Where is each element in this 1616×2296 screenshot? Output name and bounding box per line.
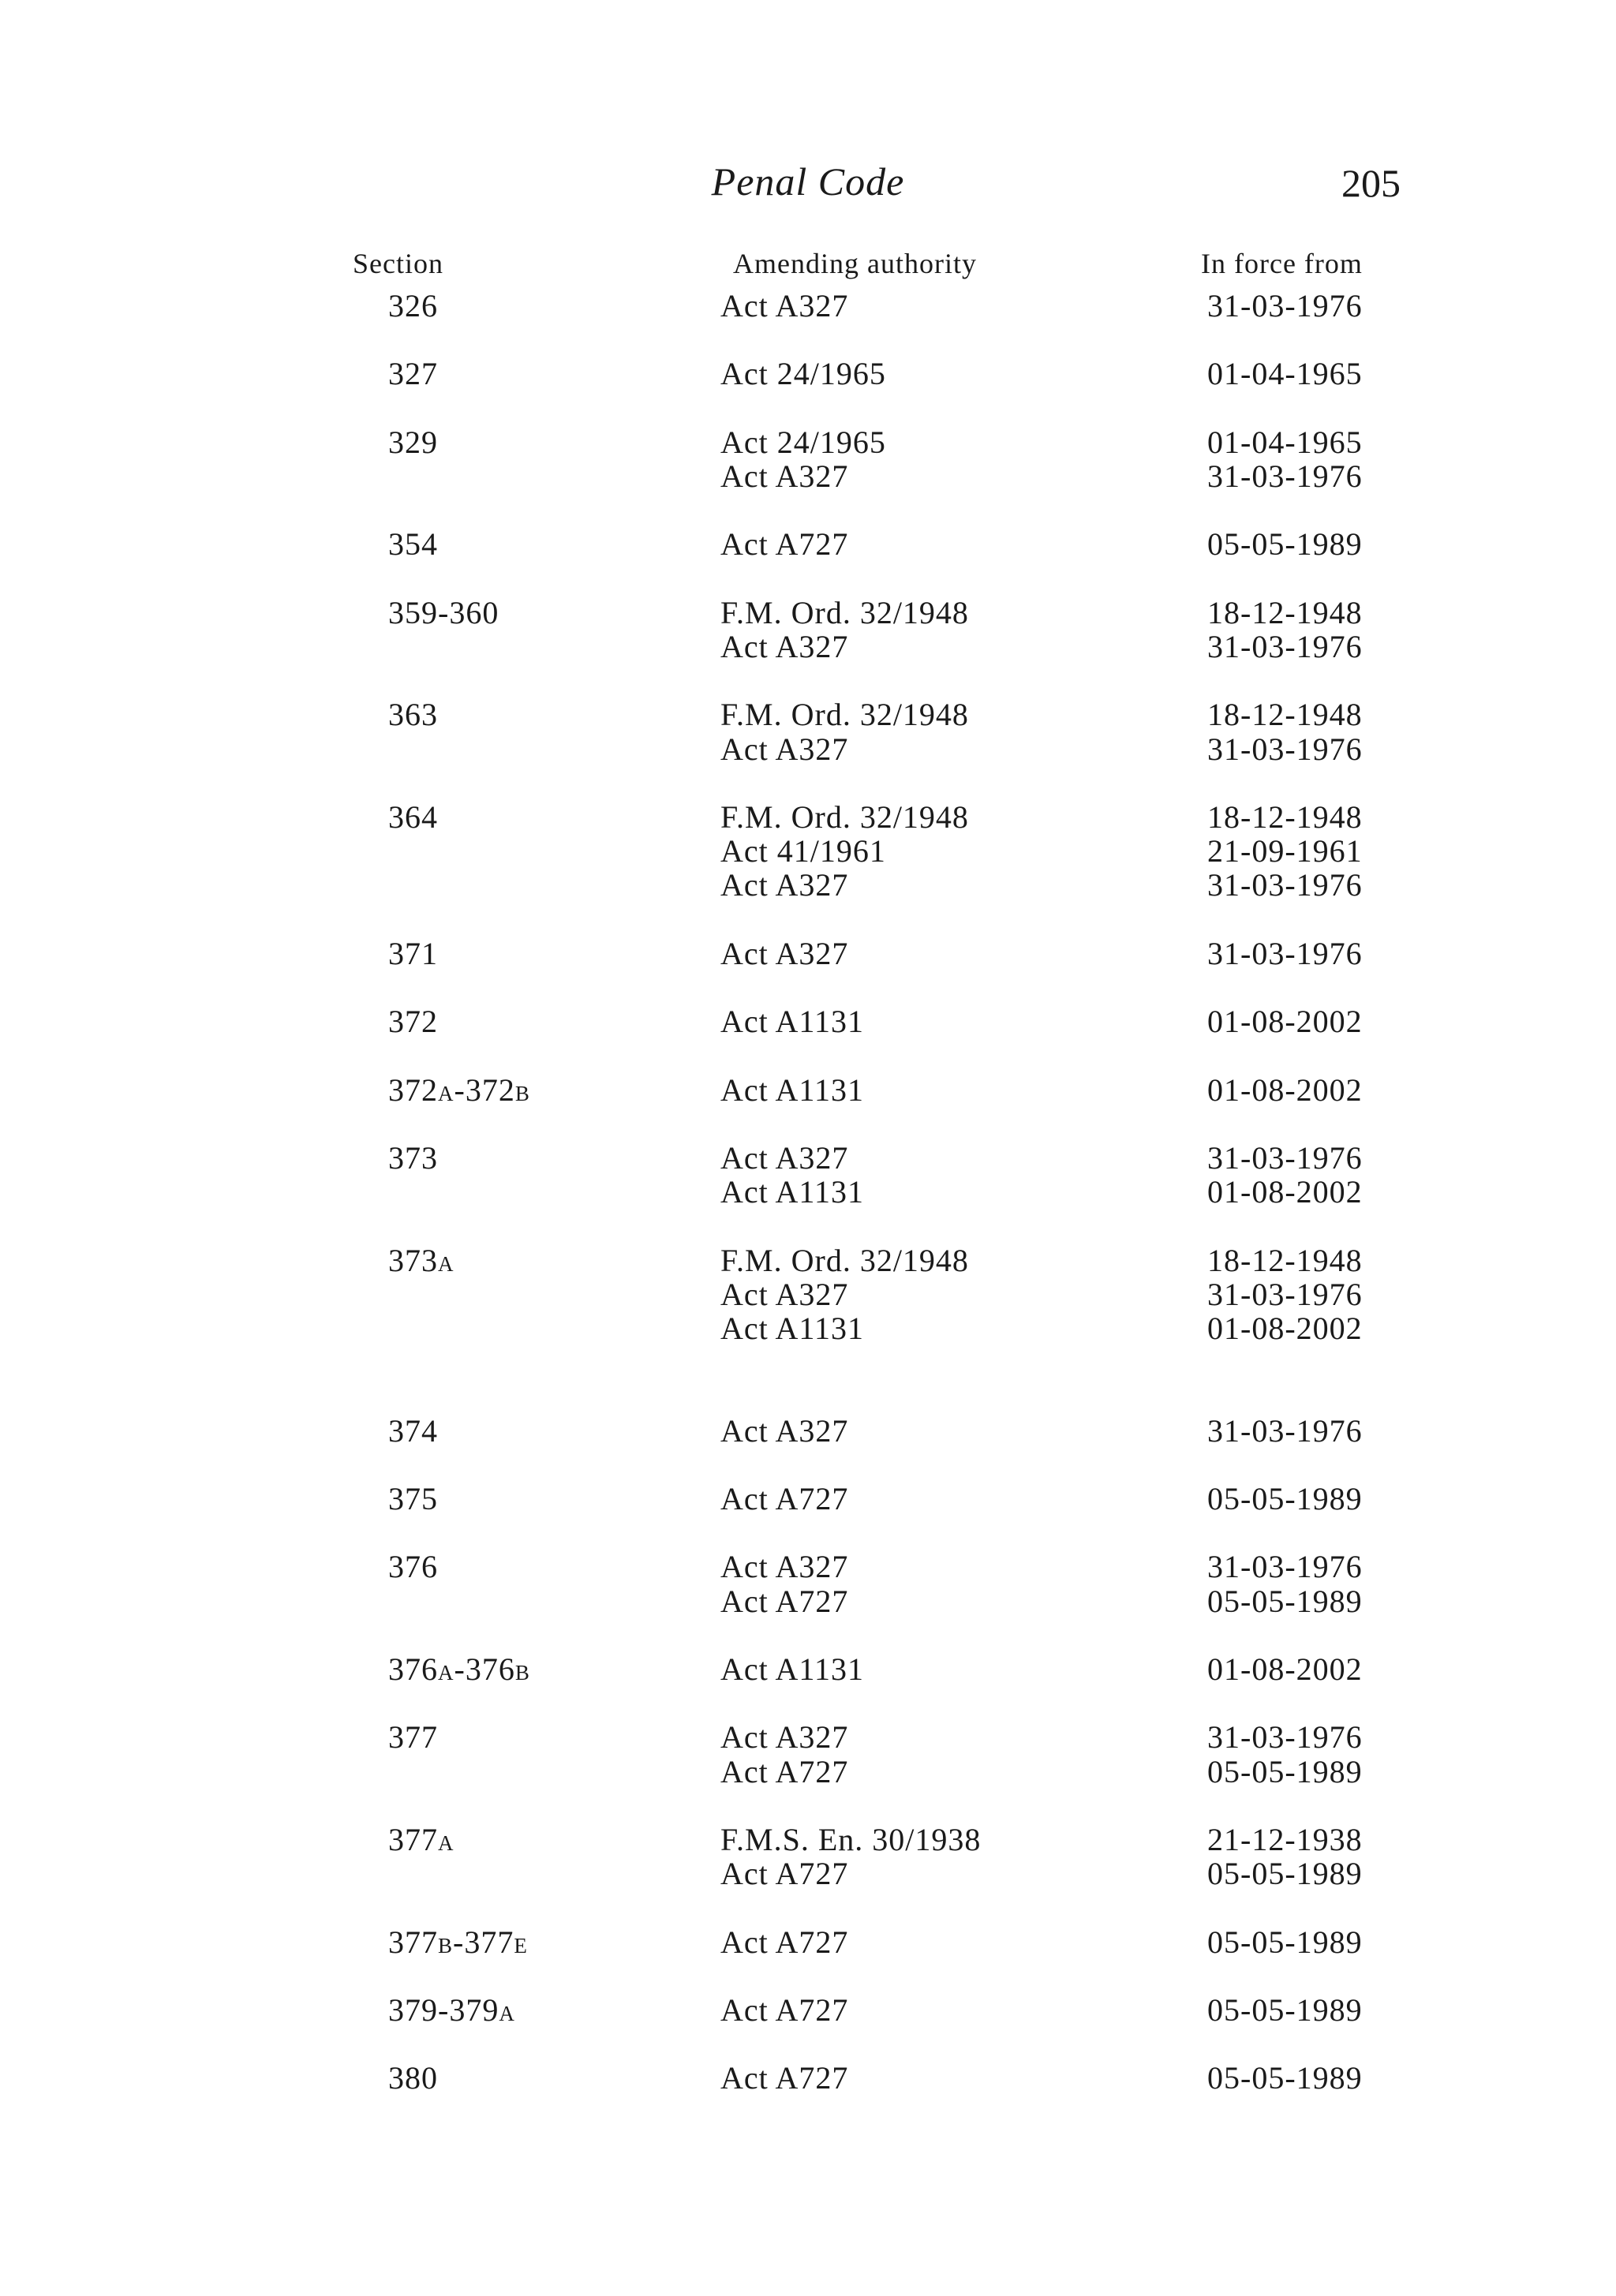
- in-force-date: 31-03-1976: [1207, 288, 1363, 323]
- in-force-date: 05-05-1989: [1207, 1583, 1363, 1619]
- amending-authority: Act A1131: [720, 1651, 864, 1687]
- section-number: 377A: [388, 1822, 454, 1857]
- section-suffix: A: [438, 1831, 454, 1855]
- amending-authority: Act A1131: [720, 1071, 864, 1108]
- page-number: 205: [1341, 161, 1401, 205]
- section-number: 329: [388, 424, 438, 460]
- column-header-in-force: In force from: [1201, 248, 1363, 279]
- column-header-section: Section: [353, 248, 443, 279]
- in-force-date: 01-08-2002: [1207, 1071, 1363, 1108]
- in-force-date: 21-12-1938: [1207, 1822, 1363, 1857]
- section-number: 375: [388, 1481, 438, 1516]
- section-number: 376A-376B: [388, 1651, 530, 1687]
- section-suffix: E: [514, 1933, 528, 1958]
- amending-authority: Act A727: [720, 526, 849, 563]
- in-force-date: 05-05-1989: [1207, 1992, 1363, 2028]
- section-number: 379-379A: [388, 1992, 515, 2028]
- amending-authority: Act A327: [720, 867, 849, 903]
- amending-authority: Act A727: [720, 1924, 849, 1960]
- in-force-date: 01-08-2002: [1207, 1651, 1363, 1687]
- in-force-date: 01-08-2002: [1207, 1311, 1363, 1346]
- amending-authority: Act A727: [720, 1992, 849, 2028]
- amending-authority: Act A327: [720, 458, 849, 494]
- section-number: 326: [388, 288, 438, 323]
- amending-authority: Act A1131: [720, 1004, 864, 1040]
- amending-authority: Act A327: [720, 288, 849, 323]
- amending-authority: F.M. Ord. 32/1948: [720, 1242, 969, 1278]
- in-force-date: 31-03-1976: [1207, 1549, 1363, 1585]
- section-number: 371: [388, 935, 438, 971]
- amending-authority: Act A727: [720, 1856, 849, 1892]
- amending-authority: Act A327: [720, 1140, 849, 1176]
- in-force-date: 18-12-1948: [1207, 799, 1363, 835]
- in-force-date: 05-05-1989: [1207, 1924, 1363, 1960]
- in-force-date: 31-03-1976: [1207, 629, 1363, 664]
- section-number: 364: [388, 799, 438, 835]
- in-force-date: 31-03-1976: [1207, 1276, 1363, 1312]
- in-force-date: 18-12-1948: [1207, 594, 1363, 630]
- section-suffix: B: [514, 1661, 530, 1685]
- column-header-authority: Amending authority: [733, 248, 977, 279]
- section-number: 374: [388, 1412, 438, 1449]
- section-suffix: A: [499, 2002, 515, 2025]
- in-force-date: 05-05-1989: [1207, 2060, 1363, 2096]
- amending-authority: F.M.S. En. 30/1938: [720, 1822, 982, 1857]
- section-suffix: A: [438, 1661, 454, 1685]
- section-suffix: A: [438, 1251, 454, 1276]
- section-number: 373: [388, 1140, 438, 1176]
- in-force-date: 05-05-1989: [1207, 526, 1363, 563]
- amending-authority: F.M. Ord. 32/1948: [720, 594, 969, 630]
- in-force-date: 31-03-1976: [1207, 1412, 1363, 1449]
- section-number: 372: [388, 1004, 438, 1040]
- section-number: 377B-377E: [388, 1924, 528, 1960]
- amending-authority: Act A727: [720, 1583, 849, 1619]
- section-number: 359-360: [388, 594, 499, 630]
- amending-authority: Act A327: [720, 1412, 849, 1449]
- in-force-date: 18-12-1948: [1207, 1242, 1363, 1278]
- in-force-date: 31-03-1976: [1207, 867, 1363, 903]
- in-force-date: 05-05-1989: [1207, 1856, 1363, 1892]
- section-number: 327: [388, 356, 438, 392]
- amending-authority: F.M. Ord. 32/1948: [720, 799, 969, 835]
- section-suffix: A: [438, 1081, 454, 1105]
- in-force-date: 01-08-2002: [1207, 1174, 1363, 1210]
- section-number: 372A-372B: [388, 1071, 530, 1108]
- amending-authority: Act A327: [720, 1276, 849, 1312]
- amending-authority: Act 41/1961: [720, 833, 886, 869]
- amending-authority: Act A327: [720, 1719, 849, 1756]
- in-force-date: 31-03-1976: [1207, 935, 1363, 971]
- section-number: 373A: [388, 1242, 454, 1278]
- in-force-date: 05-05-1989: [1207, 1753, 1363, 1789]
- in-force-date: 21-09-1961: [1207, 833, 1363, 869]
- section-number: 376: [388, 1549, 438, 1585]
- in-force-date: 31-03-1976: [1207, 458, 1363, 494]
- amending-authority: Act 24/1965: [720, 424, 886, 460]
- amending-authority: Act A727: [720, 1753, 849, 1789]
- page-title: Penal Code: [711, 159, 905, 204]
- section-suffix: B: [438, 1933, 454, 1958]
- section-number: 363: [388, 697, 438, 733]
- amending-authority: Act A1131: [720, 1174, 864, 1210]
- in-force-date: 01-04-1965: [1207, 424, 1363, 460]
- in-force-date: 05-05-1989: [1207, 1481, 1363, 1516]
- in-force-date: 01-08-2002: [1207, 1004, 1363, 1040]
- amending-authority: Act A727: [720, 1481, 849, 1516]
- amending-authority: F.M. Ord. 32/1948: [720, 697, 969, 733]
- in-force-date: 31-03-1976: [1207, 1719, 1363, 1756]
- section-number: 380: [388, 2060, 438, 2096]
- in-force-date: 01-04-1965: [1207, 356, 1363, 392]
- amending-authority: Act A327: [720, 731, 849, 767]
- section-suffix: B: [514, 1081, 530, 1105]
- amending-authority: Act A327: [720, 935, 849, 971]
- in-force-date: 31-03-1976: [1207, 1140, 1363, 1176]
- in-force-date: 31-03-1976: [1207, 731, 1363, 767]
- section-number: 377: [388, 1719, 438, 1756]
- amending-authority: Act A1131: [720, 1311, 864, 1346]
- section-number: 354: [388, 526, 438, 563]
- amending-authority: Act A727: [720, 2060, 849, 2096]
- amending-authority: Act A327: [720, 629, 849, 664]
- amending-authority: Act 24/1965: [720, 356, 886, 392]
- in-force-date: 18-12-1948: [1207, 697, 1363, 733]
- amending-authority: Act A327: [720, 1549, 849, 1585]
